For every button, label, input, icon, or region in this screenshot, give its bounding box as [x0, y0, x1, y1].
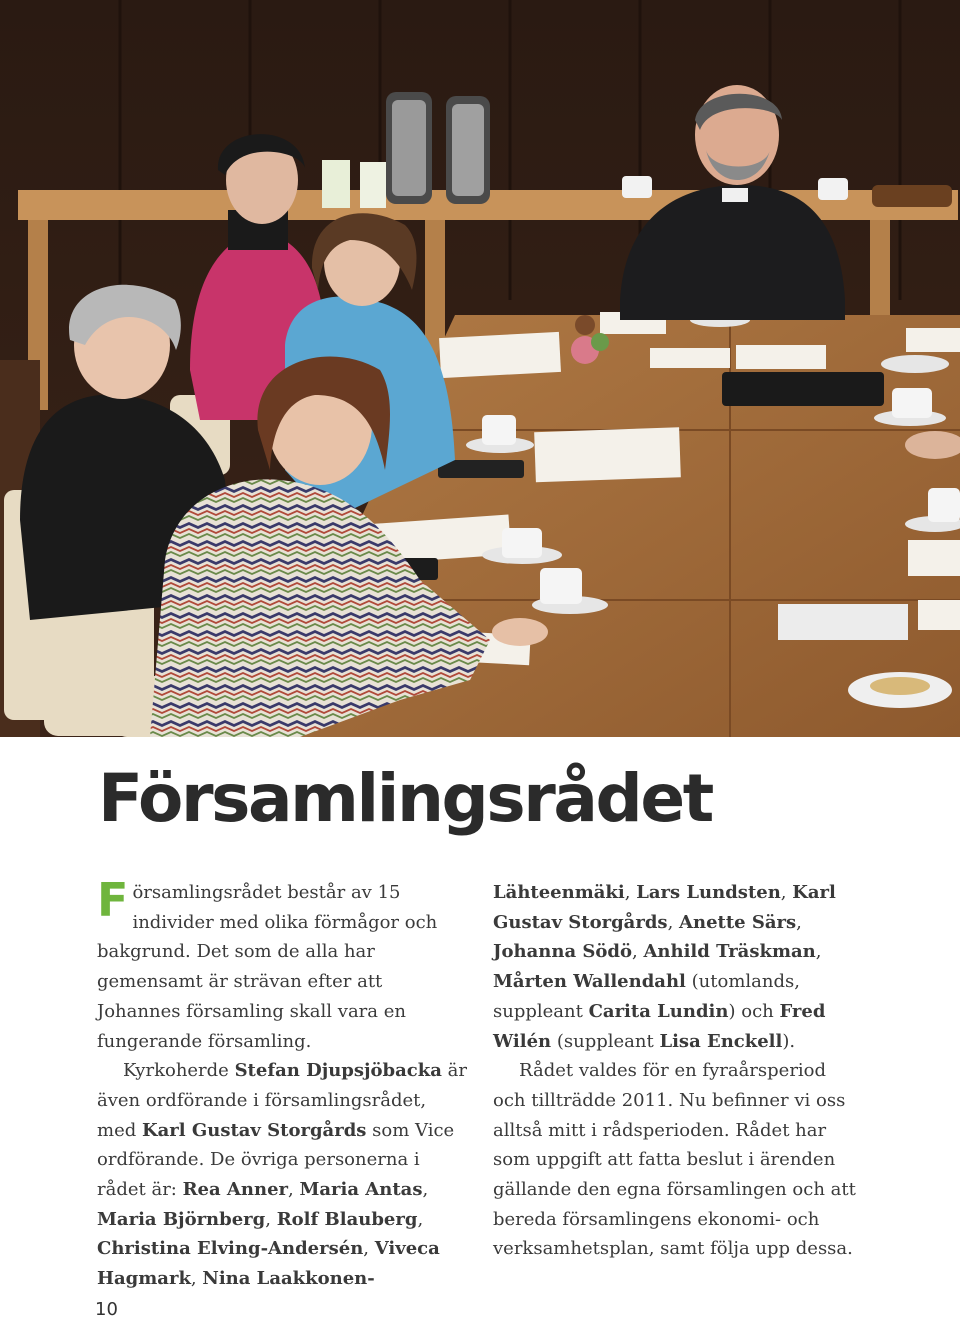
term-paragraph: Rådet valdes för en fyraårsperiod och tillträdde 2011. Nu befinner vi oss alltså mitt i rådsperioden. Rådet har som uppgift att fatta beslut i ärenden gällande den egna församlingen och att bereda församlingens ekonomi- och verksamhetsplan, samt följa upp dessa.	[493, 1060, 856, 1260]
member-name: Lähteenmäki	[493, 882, 625, 903]
member-name: Anhild Träskman	[643, 941, 816, 963]
article-column-right	[493, 878, 863, 1264]
member-name: Karl Gustav Storgårds	[493, 882, 836, 933]
member-name: Maria Björnberg	[97, 1208, 266, 1230]
member-name: Mårten Wallendahl	[493, 971, 686, 993]
page-title: Församlingsrådet	[98, 760, 712, 837]
substitute-name: Carita Lundin	[588, 1000, 729, 1022]
member-name: Rolf Blauberg	[276, 1208, 418, 1230]
drop-cap: F	[97, 873, 129, 927]
member-name: Anette Särs	[679, 911, 797, 933]
page-number: 10	[95, 1299, 118, 1320]
member-name: Johanna Södö	[493, 941, 632, 963]
member-name: Rea Anner	[182, 1179, 289, 1201]
members-paragraph-cont: Lähteenmäki, Lars Lundsten, Karl Gustav Storgårds, Anette Särs, Johanna Södö, Anhild Träskman, Mårten Wallendahl (utomlands, suppleant Carita Lundin) och Fred Wilén (suppleant Lisa Enckell).	[493, 882, 836, 1052]
substitute-name: Lisa Enckell	[659, 1030, 783, 1052]
members-paragraph: Kyrkoherde Stefan Djupsjöbacka är även ordförande i församlingsrådet, med Karl Gustav Storgårds som Vice ordförande. De övriga personerna i rådet är: Rea Anner, Maria Antas, Maria Björnberg, Rolf Blauberg, Christina Elving-Andersén, Viveca Hagmark, Nina Laakkonen-	[97, 1060, 467, 1290]
member-name: Fred Wilén	[493, 1000, 826, 1052]
chair-name: Stefan Djupsjöbacka	[234, 1060, 442, 1082]
member-name: Lars Lundsten	[636, 882, 781, 903]
member-name: Maria Antas	[299, 1179, 423, 1201]
intro-paragraph: Församlingsrådet består av 15 individer med olika förmågor och bakgrund. Det som de alla har gemensamt är strävan efter att Johannes församling skall vara en fungerande församling.	[97, 873, 438, 1052]
member-name: Viveca Hagmark	[97, 1238, 440, 1290]
member-name: Christina Elving-Andersén	[97, 1238, 364, 1260]
vice-chair-name: Karl Gustav Storgårds	[141, 1119, 367, 1141]
article-column-left	[97, 873, 467, 1294]
member-name: Nina Laakkonen-	[202, 1268, 375, 1290]
